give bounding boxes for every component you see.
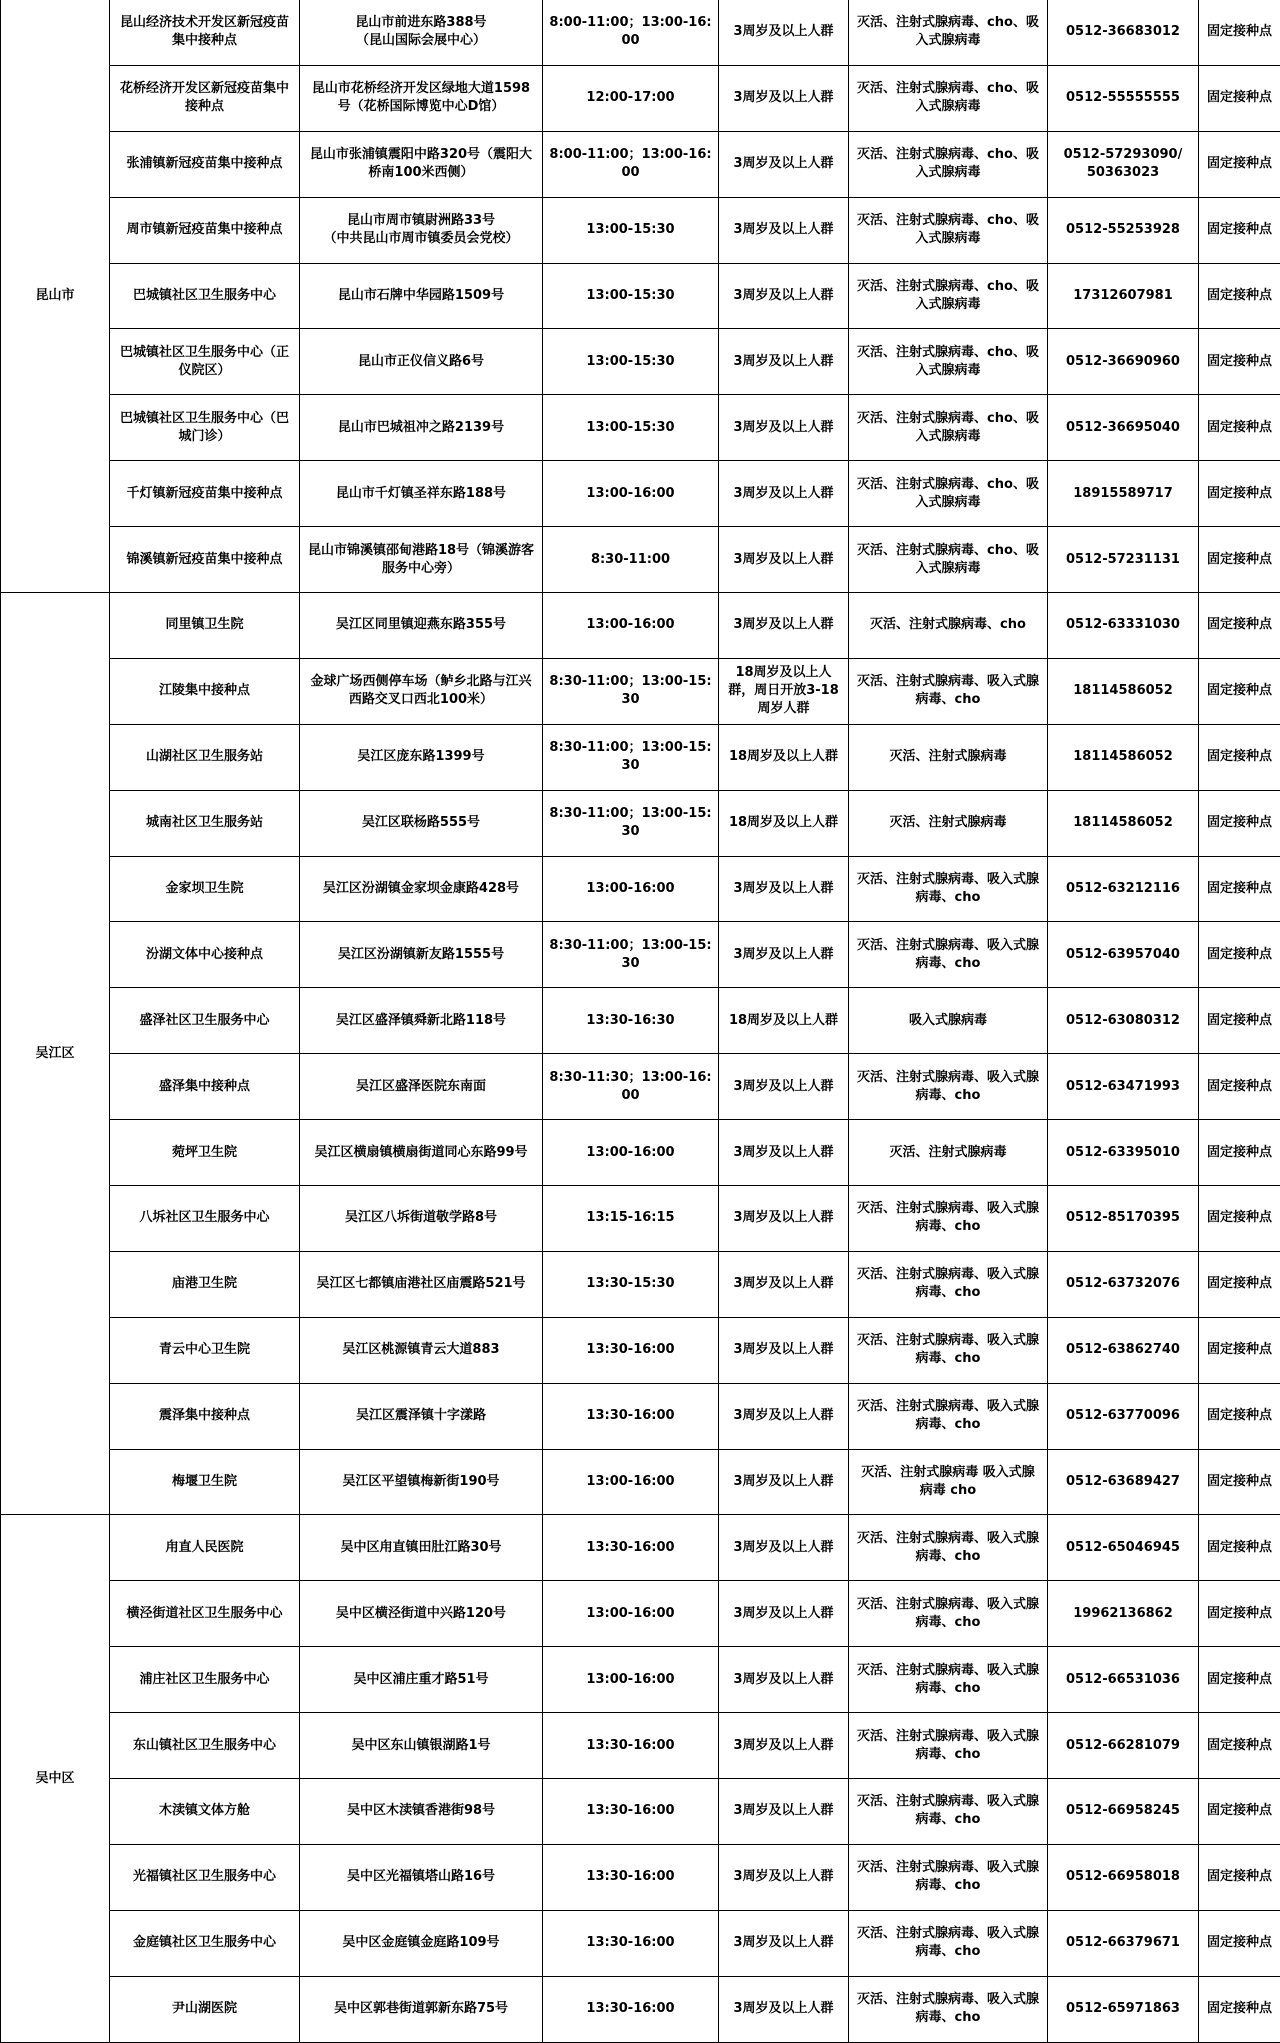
age-group-cell: 3周岁及以上人群 [719, 1251, 849, 1317]
age-group-cell: 3周岁及以上人群 [719, 1317, 849, 1383]
address-cell: 吴江区汾湖镇新友路1555号 [300, 922, 543, 988]
table-row [1, 65, 1280, 131]
vaccine-types-cell: 灭活、注射式腺病毒、cho、吸入式腺病毒 [849, 527, 1048, 593]
site-name-cell: 尹山湖医院 [110, 1976, 300, 2042]
phone-cell: 0512-65971863 [1048, 1976, 1199, 2042]
address-cell: 吴江区汾湖镇金家坝金康路428号 [300, 856, 543, 922]
hours-cell: 13:00-16:00 [543, 461, 719, 527]
site-name-cell: 巴城镇社区卫生服务中心（巴城门诊） [110, 395, 300, 461]
table-row [1, 593, 1280, 659]
phone-cell: 0512-57231131 [1048, 527, 1199, 593]
site-type-cell: 固定接种点 [1199, 461, 1280, 527]
vaccine-types-cell: 灭活、注射式腺病毒、吸入式腺病毒、cho [849, 1383, 1048, 1449]
hours-cell: 8:00-11:00；13:00-16:00 [543, 0, 719, 65]
age-group-cell: 3周岁及以上人群 [719, 856, 849, 922]
site-type-cell: 固定接种点 [1199, 1120, 1280, 1186]
address-cell: 昆山市锦溪镇邵甸港路18号（锦溪游客服务中心旁） [300, 527, 543, 593]
address-cell: 吴江区震泽镇十字漾路 [300, 1383, 543, 1449]
site-name-cell: 花桥经济开发区新冠疫苗集中接种点 [110, 65, 300, 131]
site-name-cell: 金庭镇社区卫生服务中心 [110, 1910, 300, 1976]
site-type-cell: 固定接种点 [1199, 658, 1280, 724]
address-cell: 昆山市周市镇尉洲路33号 （中共昆山市周市镇委员会党校） [300, 197, 543, 263]
phone-cell: 0512-66958245 [1048, 1779, 1199, 1845]
vaccine-types-cell: 灭活、注射式腺病毒 吸入式腺病毒 cho [849, 1449, 1048, 1515]
age-group-cell: 3周岁及以上人群 [719, 1581, 849, 1647]
phone-cell: 0512-55555555 [1048, 65, 1199, 131]
age-group-cell: 3周岁及以上人群 [719, 395, 849, 461]
site-name-cell: 横泾街道社区卫生服务中心 [110, 1581, 300, 1647]
phone-cell: 0512-36690960 [1048, 329, 1199, 395]
site-type-cell: 固定接种点 [1199, 1910, 1280, 1976]
phone-cell: 0512-85170395 [1048, 1186, 1199, 1252]
site-type-cell: 固定接种点 [1199, 1779, 1280, 1845]
age-group-cell: 3周岁及以上人群 [719, 0, 849, 65]
hours-cell: 8:30-11:00；13:00-15:30 [543, 922, 719, 988]
age-group-cell: 3周岁及以上人群 [719, 1779, 849, 1845]
phone-cell: 0512-63331030 [1048, 593, 1199, 659]
vaccine-types-cell: 灭活、注射式腺病毒、吸入式腺病毒、cho [849, 1910, 1048, 1976]
phone-cell: 19962136862 [1048, 1581, 1199, 1647]
site-name-cell: 巴城镇社区卫生服务中心 [110, 263, 300, 329]
table-row [1, 1910, 1280, 1976]
table-row [1, 1647, 1280, 1713]
age-group-cell: 3周岁及以上人群 [719, 527, 849, 593]
site-name-cell: 庙港卫生院 [110, 1251, 300, 1317]
address-cell: 吴中区金庭镇金庭路109号 [300, 1910, 543, 1976]
address-cell: 吴江区盛泽医院东南面 [300, 1054, 543, 1120]
hours-cell: 8:30-11:00；13:00-15:30 [543, 658, 719, 724]
vaccine-types-cell: 灭活、注射式腺病毒、cho、吸入式腺病毒 [849, 197, 1048, 263]
address-cell: 昆山市石牌中华园路1509号 [300, 263, 543, 329]
phone-cell: 0512-63957040 [1048, 922, 1199, 988]
table-row [1, 263, 1280, 329]
vaccine-types-cell: 灭活、注射式腺病毒、吸入式腺病毒、cho [849, 658, 1048, 724]
site-type-cell: 固定接种点 [1199, 1054, 1280, 1120]
hours-cell: 8:00-11:00；13:00-16:00 [543, 131, 719, 197]
site-name-cell: 八坼社区卫生服务中心 [110, 1186, 300, 1252]
site-name-cell: 千灯镇新冠疫苗集中接种点 [110, 461, 300, 527]
vaccine-types-cell: 灭活、注射式腺病毒 [849, 790, 1048, 856]
age-group-cell: 3周岁及以上人群 [719, 1515, 849, 1581]
age-group-cell: 3周岁及以上人群 [719, 1844, 849, 1910]
site-name-cell: 山湖社区卫生服务站 [110, 724, 300, 790]
site-type-cell: 固定接种点 [1199, 329, 1280, 395]
site-name-cell: 光福镇社区卫生服务中心 [110, 1844, 300, 1910]
site-name-cell: 浦庄社区卫生服务中心 [110, 1647, 300, 1713]
table-row [1, 658, 1280, 724]
vaccine-types-cell: 灭活、注射式腺病毒、吸入式腺病毒、cho [849, 1186, 1048, 1252]
table-row [1, 1186, 1280, 1252]
site-name-cell: 盛泽集中接种点 [110, 1054, 300, 1120]
site-type-cell: 固定接种点 [1199, 593, 1280, 659]
site-type-cell: 固定接种点 [1199, 263, 1280, 329]
table-row [1, 527, 1280, 593]
table-row [1, 1449, 1280, 1515]
site-type-cell: 固定接种点 [1199, 65, 1280, 131]
vaccine-types-cell: 灭活、注射式腺病毒、吸入式腺病毒、cho [849, 1317, 1048, 1383]
age-group-cell: 3周岁及以上人群 [719, 1910, 849, 1976]
hours-cell: 13:30-16:00 [543, 1910, 719, 1976]
age-group-cell: 3周岁及以上人群 [719, 922, 849, 988]
phone-cell: 0512-63770096 [1048, 1383, 1199, 1449]
district-cell: 昆山市 [1, 0, 110, 593]
phone-cell: 0512-55253928 [1048, 197, 1199, 263]
hours-cell: 8:30-11:00；13:00-15:30 [543, 724, 719, 790]
hours-cell: 13:00-16:00 [543, 1581, 719, 1647]
hours-cell: 13:00-15:30 [543, 329, 719, 395]
site-name-cell: 巴城镇社区卫生服务中心（正仪院区） [110, 329, 300, 395]
age-group-cell: 3周岁及以上人群 [719, 131, 849, 197]
vaccine-types-cell: 灭活、注射式腺病毒、吸入式腺病毒、cho [849, 1713, 1048, 1779]
address-cell: 吴江区盛泽镇舜新北路118号 [300, 988, 543, 1054]
hours-cell: 8:30-11:00 [543, 527, 719, 593]
hours-cell: 13:30-16:00 [543, 1317, 719, 1383]
address-cell: 昆山市千灯镇圣祥东路188号 [300, 461, 543, 527]
table-row [1, 856, 1280, 922]
hours-cell: 13:15-16:15 [543, 1186, 719, 1252]
site-type-cell: 固定接种点 [1199, 1647, 1280, 1713]
age-group-cell: 3周岁及以上人群 [719, 1713, 849, 1779]
table-row [1, 131, 1280, 197]
age-group-cell: 18周岁及以上人群 [719, 790, 849, 856]
age-group-cell: 18周岁及以上人群 [719, 724, 849, 790]
site-name-cell: 东山镇社区卫生服务中心 [110, 1713, 300, 1779]
vaccine-types-cell: 灭活、注射式腺病毒、吸入式腺病毒、cho [849, 1844, 1048, 1910]
site-type-cell: 固定接种点 [1199, 197, 1280, 263]
address-cell: 吴江区八坼街道敬学路8号 [300, 1186, 543, 1252]
site-type-cell: 固定接种点 [1199, 1844, 1280, 1910]
site-type-cell: 固定接种点 [1199, 1449, 1280, 1515]
address-cell: 吴江区平望镇梅新街190号 [300, 1449, 543, 1515]
vaccine-types-cell: 灭活、注射式腺病毒、吸入式腺病毒、cho [849, 1779, 1048, 1845]
site-name-cell: 锦溪镇新冠疫苗集中接种点 [110, 527, 300, 593]
address-cell: 吴中区浦庄重才路51号 [300, 1647, 543, 1713]
hours-cell: 13:30-16:00 [543, 1779, 719, 1845]
site-name-cell: 江陵集中接种点 [110, 658, 300, 724]
address-cell: 昆山市张浦镇震阳中路320号（震阳大桥南100米西侧） [300, 131, 543, 197]
table-row [1, 0, 1280, 65]
age-group-cell: 3周岁及以上人群 [719, 1976, 849, 2042]
phone-cell: 0512-57293090/ 50363023 [1048, 131, 1199, 197]
vaccine-types-cell: 灭活、注射式腺病毒 [849, 724, 1048, 790]
hours-cell: 8:30-11:00；13:00-15:30 [543, 790, 719, 856]
phone-cell: 18114586052 [1048, 658, 1199, 724]
phone-cell: 0512-36695040 [1048, 395, 1199, 461]
table-row [1, 988, 1280, 1054]
hours-cell: 13:00-16:00 [543, 1647, 719, 1713]
vaccine-types-cell: 吸入式腺病毒 [849, 988, 1048, 1054]
vaccine-types-cell: 灭活、注射式腺病毒、吸入式腺病毒、cho [849, 922, 1048, 988]
site-type-cell: 固定接种点 [1199, 724, 1280, 790]
table-row [1, 395, 1280, 461]
address-cell: 昆山市巴城祖冲之路2139号 [300, 395, 543, 461]
vaccine-types-cell: 灭活、注射式腺病毒、吸入式腺病毒、cho [849, 1647, 1048, 1713]
vaccine-types-cell: 灭活、注射式腺病毒、吸入式腺病毒、cho [849, 1976, 1048, 2042]
vaccine-types-cell: 灭活、注射式腺病毒、cho、吸入式腺病毒 [849, 461, 1048, 527]
age-group-cell: 3周岁及以上人群 [719, 461, 849, 527]
phone-cell: 0512-63862740 [1048, 1317, 1199, 1383]
site-type-cell: 固定接种点 [1199, 1317, 1280, 1383]
address-cell: 昆山市花桥经济开发区绿地大道1598号（花桥国际博览中心D馆） [300, 65, 543, 131]
hours-cell: 13:30-16:00 [543, 1976, 719, 2042]
hours-cell: 13:00-16:00 [543, 1120, 719, 1186]
site-name-cell: 青云中心卫生院 [110, 1317, 300, 1383]
site-name-cell: 汾湖文体中心接种点 [110, 922, 300, 988]
phone-cell: 0512-63395010 [1048, 1120, 1199, 1186]
vaccine-types-cell: 灭活、注射式腺病毒、cho、吸入式腺病毒 [849, 65, 1048, 131]
table-row [1, 922, 1280, 988]
site-name-cell: 甪直人民医院 [110, 1515, 300, 1581]
age-group-cell: 3周岁及以上人群 [719, 197, 849, 263]
age-group-cell: 3周岁及以上人群 [719, 65, 849, 131]
site-type-cell: 固定接种点 [1199, 790, 1280, 856]
vaccine-types-cell: 灭活、注射式腺病毒、吸入式腺病毒、cho [849, 1581, 1048, 1647]
age-group-cell: 3周岁及以上人群 [719, 1186, 849, 1252]
address-cell: 吴中区横泾街道中兴路120号 [300, 1581, 543, 1647]
site-name-cell: 菀坪卫生院 [110, 1120, 300, 1186]
phone-cell: 0512-63212116 [1048, 856, 1199, 922]
site-name-cell: 同里镇卫生院 [110, 593, 300, 659]
table-row [1, 197, 1280, 263]
hours-cell: 13:30-16:00 [543, 1844, 719, 1910]
site-type-cell: 固定接种点 [1199, 1713, 1280, 1779]
hours-cell: 13:00-16:00 [543, 593, 719, 659]
phone-cell: 0512-36683012 [1048, 0, 1199, 65]
table-row [1, 1317, 1280, 1383]
table-row [1, 329, 1280, 395]
table-row [1, 790, 1280, 856]
table-row [1, 461, 1280, 527]
table-row [1, 724, 1280, 790]
phone-cell: 18114586052 [1048, 724, 1199, 790]
site-name-cell: 盛泽社区卫生服务中心 [110, 988, 300, 1054]
vaccine-types-cell: 灭活、注射式腺病毒、cho、吸入式腺病毒 [849, 0, 1048, 65]
phone-cell: 0512-63080312 [1048, 988, 1199, 1054]
site-name-cell: 梅堰卫生院 [110, 1449, 300, 1515]
site-name-cell: 木渎镇文体方舱 [110, 1779, 300, 1845]
site-name-cell: 周市镇新冠疫苗集中接种点 [110, 197, 300, 263]
phone-cell: 0512-65046945 [1048, 1515, 1199, 1581]
phone-cell: 0512-63732076 [1048, 1251, 1199, 1317]
site-type-cell: 固定接种点 [1199, 1976, 1280, 2042]
address-cell: 吴江区七都镇庙港社区庙震路521号 [300, 1251, 543, 1317]
site-type-cell: 固定接种点 [1199, 1515, 1280, 1581]
age-group-cell: 18周岁及以上人群，周日开放3-18周岁人群 [719, 658, 849, 724]
site-name-cell: 张浦镇新冠疫苗集中接种点 [110, 131, 300, 197]
table-row [1, 1383, 1280, 1449]
age-group-cell: 3周岁及以上人群 [719, 1054, 849, 1120]
hours-cell: 8:30-11:30；13:00-16:00 [543, 1054, 719, 1120]
vaccine-types-cell: 灭活、注射式腺病毒、cho、吸入式腺病毒 [849, 131, 1048, 197]
phone-cell: 0512-66379671 [1048, 1910, 1199, 1976]
district-cell: 吴江区 [1, 593, 110, 1515]
address-cell: 金球广场西侧停车场（鲈乡北路与江兴西路交叉口西北100米） [300, 658, 543, 724]
site-type-cell: 固定接种点 [1199, 1186, 1280, 1252]
hours-cell: 13:30-16:30 [543, 988, 719, 1054]
site-name-cell: 昆山经济技术开发区新冠疫苗集中接种点 [110, 0, 300, 65]
hours-cell: 12:00-17:00 [543, 65, 719, 131]
phone-cell: 0512-66958018 [1048, 1844, 1199, 1910]
site-type-cell: 固定接种点 [1199, 1251, 1280, 1317]
site-type-cell: 固定接种点 [1199, 988, 1280, 1054]
age-group-cell: 3周岁及以上人群 [719, 263, 849, 329]
age-group-cell: 3周岁及以上人群 [719, 1383, 849, 1449]
site-type-cell: 固定接种点 [1199, 856, 1280, 922]
site-name-cell: 金家坝卫生院 [110, 856, 300, 922]
table-body [1, 0, 1280, 2042]
age-group-cell: 3周岁及以上人群 [719, 1449, 849, 1515]
site-type-cell: 固定接种点 [1199, 1581, 1280, 1647]
site-type-cell: 固定接种点 [1199, 922, 1280, 988]
site-type-cell: 固定接种点 [1199, 0, 1280, 65]
phone-cell: 0512-66531036 [1048, 1647, 1199, 1713]
address-cell: 吴中区郭巷街道郭新东路75号 [300, 1976, 543, 2042]
vaccine-types-cell: 灭活、注射式腺病毒、cho [849, 593, 1048, 659]
table-row [1, 1251, 1280, 1317]
table-row [1, 1581, 1280, 1647]
phone-cell: 0512-63689427 [1048, 1449, 1199, 1515]
site-name-cell: 城南社区卫生服务站 [110, 790, 300, 856]
vaccine-types-cell: 灭活、注射式腺病毒 [849, 1120, 1048, 1186]
address-cell: 昆山市前进东路388号 （昆山国际会展中心） [300, 0, 543, 65]
address-cell: 吴江区横扇镇横扇街道同心东路99号 [300, 1120, 543, 1186]
hours-cell: 13:00-15:30 [543, 395, 719, 461]
address-cell: 吴中区木渎镇香港街98号 [300, 1779, 543, 1845]
table-row [1, 1515, 1280, 1581]
hours-cell: 13:00-15:30 [543, 197, 719, 263]
table-row [1, 1713, 1280, 1779]
phone-cell: 0512-63471993 [1048, 1054, 1199, 1120]
phone-cell: 18114586052 [1048, 790, 1199, 856]
address-cell: 昆山市正仪信义路6号 [300, 329, 543, 395]
age-group-cell: 3周岁及以上人群 [719, 1120, 849, 1186]
site-type-cell: 固定接种点 [1199, 131, 1280, 197]
vaccine-types-cell: 灭活、注射式腺病毒、吸入式腺病毒、cho [849, 856, 1048, 922]
address-cell: 吴江区庞东路1399号 [300, 724, 543, 790]
site-type-cell: 固定接种点 [1199, 395, 1280, 461]
address-cell: 吴中区光福镇塔山路16号 [300, 1844, 543, 1910]
hours-cell: 13:00-16:00 [543, 856, 719, 922]
table-row [1, 1844, 1280, 1910]
age-group-cell: 18周岁及以上人群 [719, 988, 849, 1054]
site-name-cell: 震泽集中接种点 [110, 1383, 300, 1449]
table-row [1, 1120, 1280, 1186]
vaccine-types-cell: 灭活、注射式腺病毒、吸入式腺病毒、cho [849, 1251, 1048, 1317]
site-type-cell: 固定接种点 [1199, 1383, 1280, 1449]
table-row [1, 1054, 1280, 1120]
site-type-cell: 固定接种点 [1199, 527, 1280, 593]
vaccine-types-cell: 灭活、注射式腺病毒、吸入式腺病毒、cho [849, 1515, 1048, 1581]
age-group-cell: 3周岁及以上人群 [719, 329, 849, 395]
vaccine-types-cell: 灭活、注射式腺病毒、cho、吸入式腺病毒 [849, 395, 1048, 461]
hours-cell: 13:30-16:00 [543, 1383, 719, 1449]
district-cell: 吴中区 [1, 1515, 110, 2042]
address-cell: 吴中区东山镇银湖路1号 [300, 1713, 543, 1779]
table-row [1, 1976, 1280, 2042]
hours-cell: 13:30-15:30 [543, 1251, 719, 1317]
age-group-cell: 3周岁及以上人群 [719, 593, 849, 659]
table-row [1, 1779, 1280, 1845]
hours-cell: 13:30-16:00 [543, 1713, 719, 1779]
address-cell: 吴中区甪直镇田肚江路30号 [300, 1515, 543, 1581]
vaccine-types-cell: 灭活、注射式腺病毒、cho、吸入式腺病毒 [849, 329, 1048, 395]
hours-cell: 13:30-16:00 [543, 1515, 719, 1581]
address-cell: 吴江区桃源镇青云大道883 [300, 1317, 543, 1383]
vaccine-types-cell: 灭活、注射式腺病毒、吸入式腺病毒、cho [849, 1054, 1048, 1120]
age-group-cell: 3周岁及以上人群 [719, 1647, 849, 1713]
address-cell: 吴江区同里镇迎燕东路355号 [300, 593, 543, 659]
phone-cell: 18915589717 [1048, 461, 1199, 527]
phone-cell: 17312607981 [1048, 263, 1199, 329]
phone-cell: 0512-66281079 [1048, 1713, 1199, 1779]
vaccine-types-cell: 灭活、注射式腺病毒、cho、吸入式腺病毒 [849, 263, 1048, 329]
hours-cell: 13:00-16:00 [543, 1449, 719, 1515]
hours-cell: 13:00-15:30 [543, 263, 719, 329]
address-cell: 吴江区联杨路555号 [300, 790, 543, 856]
